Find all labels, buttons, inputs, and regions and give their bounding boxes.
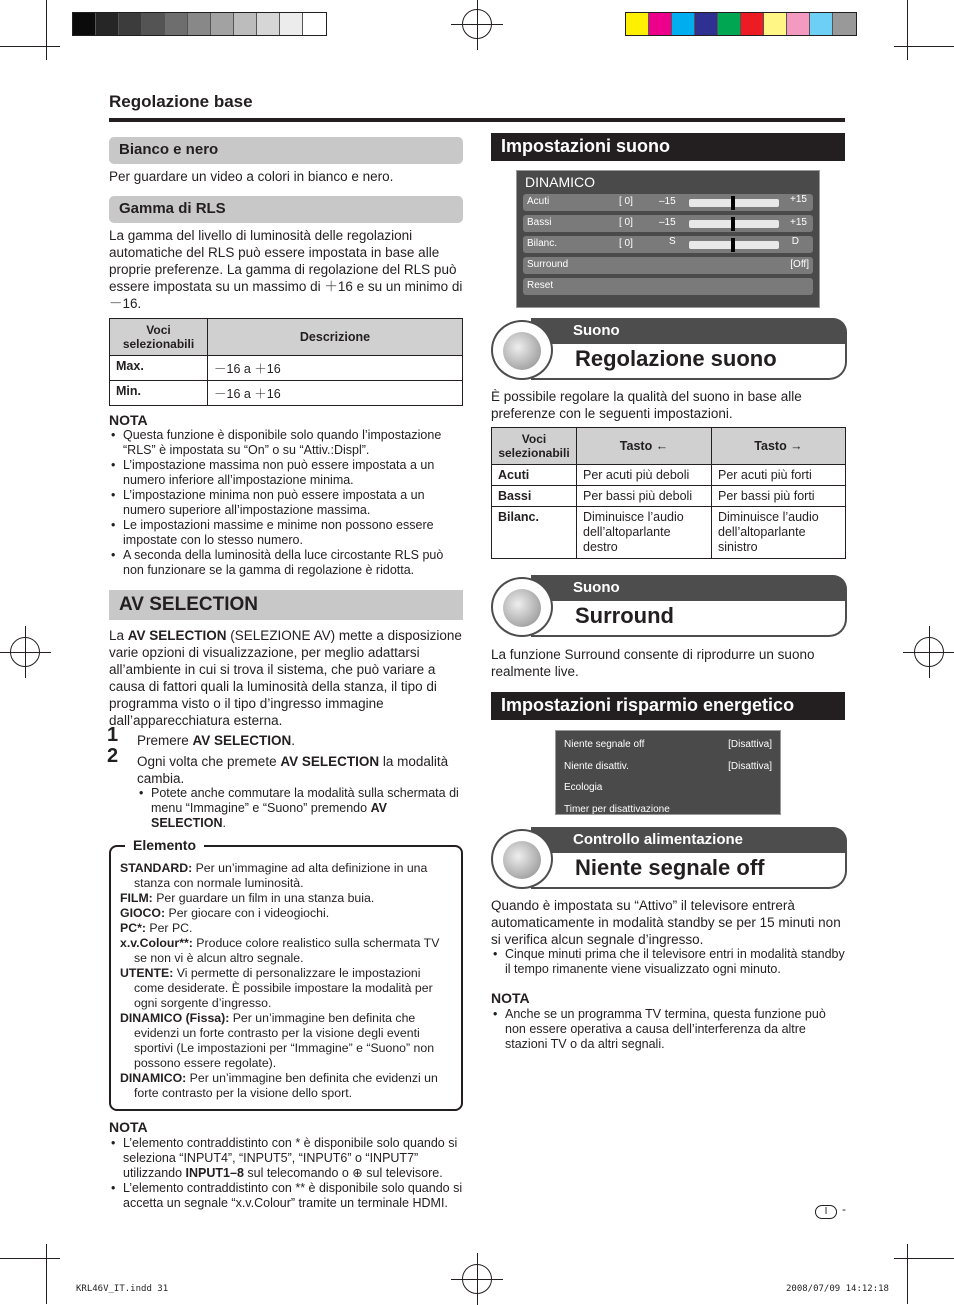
table-cell: Max.: [110, 356, 208, 381]
color-swatch: [626, 13, 649, 35]
crop-mark: [46, 1244, 47, 1304]
color-swatch: [303, 13, 326, 35]
pill-title: Surround: [531, 601, 847, 637]
list-item: GIOCO: Per giocare con i videogiochi.: [120, 906, 330, 920]
elemento-label: Elemento: [125, 837, 204, 853]
step-1: 1 Premere AV SELECTION.: [107, 724, 296, 748]
color-swatch: [787, 13, 810, 35]
table-cell: Min.: [110, 381, 208, 406]
surround-text: La funzione Surround consente di riprodurre un suono realmente live.: [491, 647, 815, 679]
energy-menu-screen: [555, 730, 781, 815]
color-swatch: [764, 13, 787, 35]
table-header: Descrizione: [208, 319, 463, 356]
page-number: I: [815, 1205, 837, 1219]
suono-header-1: [491, 318, 847, 380]
table-cell: Per bassi più deboli: [577, 486, 712, 507]
menu-row-acuti[interactable]: Acuti [ 0] –15 +15: [523, 194, 813, 211]
list-item: • L’impostazione minima non può essere impostata a un numero superiore all’impostazione massima.: [109, 488, 465, 518]
bn-heading: Bianco e nero: [109, 137, 463, 164]
color-swatch: [96, 13, 119, 35]
rls-table: [109, 318, 463, 406]
pill-category: Controllo alimentazione: [531, 827, 847, 853]
list-item: • Anche se un programma TV termina, questa funzione può non essere operativa a causa dell’interferenza da altre stazioni TV o da altri segnali.: [491, 1007, 847, 1052]
sound-table: [491, 427, 846, 559]
list-item: DINAMICO (Fissa): Per un’immagine ben definita che evidenzi un forte contrasto per la visione degli eventi sportivi (Le impostazioni per “Immagine” e “Suono” non possono essere regolate).: [120, 1011, 435, 1070]
crop-mark: [0, 46, 60, 47]
menu-row-surround[interactable]: Surround [Off]: [523, 257, 813, 274]
sound-menu-screen: [516, 170, 820, 308]
bn-text: Per guardare un video a colori in bianco e nero.: [109, 169, 394, 184]
section-title: Regolazione base: [109, 92, 253, 111]
power-control-icon: [491, 829, 553, 889]
page-dash: -: [842, 1202, 846, 1216]
color-swatch: [695, 13, 718, 35]
table-cell: －16 a ＋16: [208, 381, 463, 406]
nota-heading: NOTA: [109, 412, 148, 428]
nso-text: Quando è impostata su “Attivo” il televisore entrerà automaticamente in modalità standby se per 15 minuti non si verifica alcun segnale d’ingresso.: [491, 898, 841, 947]
table-cell: Bassi: [492, 486, 577, 507]
nota2-list: [109, 1136, 465, 1211]
table-header: Tasto →: [712, 428, 846, 465]
crop-mark: [907, 1244, 908, 1304]
process-color-bar: [625, 12, 857, 36]
table-cell: Per acuti più deboli: [577, 465, 712, 486]
reg-text: È possibile regolare la qualità del suono in base alle preferenze con le seguenti impostazioni.: [491, 389, 802, 421]
list-item: • L’impostazione massima non può essere impostata a un numero inferiore all’impostazione minima.: [109, 458, 465, 488]
av-heading: AV SELECTION: [109, 590, 463, 620]
list-item: • Potete anche commutare la modalità sulla schermata di menu “Immagine” e “Suono” premendo AV SELECTION.: [137, 786, 463, 831]
color-swatch: [165, 13, 188, 35]
crop-mark: [46, 0, 47, 60]
impostazioni-suono-heading: Impostazioni suono: [491, 133, 845, 161]
color-swatch: [257, 13, 280, 35]
table-cell: Acuti: [492, 465, 577, 486]
list-item: PC*: Per PC.: [120, 921, 193, 935]
table-header: Voci selezionabili: [492, 428, 577, 465]
color-swatch: [211, 13, 234, 35]
grayscale-color-bar: [72, 12, 327, 36]
rls-heading: Gamma di RLS: [109, 196, 463, 223]
menu-row-reset[interactable]: Reset: [523, 278, 813, 295]
list-item: • A seconda della luminosità della luce circostante RLS può non funzionare se la gamma di regolazione è ridotta.: [109, 548, 465, 578]
pill-category: Suono: [531, 575, 847, 601]
list-item: UTENTE: Vi permette di personalizzare le impostazioni come desiderate. È possibile impostare la modalità per ogni sorgente d’ingresso.: [120, 966, 433, 1010]
elemento-box: [109, 837, 463, 1111]
registration-mark: [462, 1264, 492, 1294]
screen-title: DINAMICO: [525, 174, 595, 190]
list-item: • L’elemento contraddistinto con ** è disponibile solo quando si accetta un segnale “x.v.Colour” tramite un terminale HDMI.: [109, 1181, 465, 1211]
nota3-list: [491, 1007, 847, 1052]
header-rule: [109, 118, 845, 122]
list-item: DINAMICO: Per un’immagine ben definita che evidenzi un forte contrasto per la visione dello sport.: [120, 1071, 438, 1100]
nota-heading: NOTA: [491, 990, 530, 1006]
crop-mark: [0, 1258, 60, 1259]
color-swatch: [73, 13, 96, 35]
list-item: • Le impostazioni massime e minime non possono essere impostate con lo stesso numero.: [109, 518, 465, 548]
color-swatch: [280, 13, 303, 35]
pill-title: Regolazione suono: [531, 344, 847, 380]
table-header: Tasto ←: [577, 428, 712, 465]
list-item: • L’elemento contraddistinto con * è disponibile solo quando si seleziona “INPUT4”, “INPUT5”, “INPUT6” o “INPUT7” utilizzando INPUT1–8 sul telecomando o ⊕ sul televisore.: [109, 1136, 465, 1181]
color-swatch: [188, 13, 211, 35]
registration-mark: [462, 9, 492, 39]
table-header: Voci selezionabili: [110, 319, 208, 356]
list-item: STANDARD: Per un’immagine ad alta definizione in una stanza con normale luminosità.: [120, 861, 428, 890]
crop-mark: [894, 1258, 954, 1259]
color-swatch: [234, 13, 257, 35]
speaker-icon: [491, 320, 553, 380]
crop-mark: [907, 0, 908, 60]
nso-bullets: [491, 947, 847, 977]
pill-title: Niente segnale off: [531, 853, 847, 889]
table-cell: Bilanc.: [492, 507, 577, 559]
file-name: KRL46V_IT.indd 31: [76, 1284, 169, 1294]
table-cell: Diminuisce l’audio dell’altoparlante destro: [577, 507, 712, 559]
registration-mark: [10, 637, 40, 667]
list-item: FILM: Per guardare un film in una stanza buia.: [120, 891, 375, 905]
suono-header-2: [491, 575, 847, 637]
menu-row-bassi[interactable]: Bassi [ 0] –15 +15: [523, 215, 813, 232]
menu-row[interactable]: Niente disattiv. [Disattiva]: [564, 760, 772, 772]
color-swatch: [649, 13, 672, 35]
color-swatch: [741, 13, 764, 35]
menu-row[interactable]: Timer per disattivazione: [564, 803, 670, 815]
registration-mark: [914, 637, 944, 667]
av-text: La AV SELECTION (SELEZIONE AV) mette a disposizione varie opzioni di visualizzazione, per meglio adattarsi all’ambiente in cui si trova il sistema, che può variare a causa di fattori quali la luminosità della stanza, il tipo di programma visto o il tipo d’ingresso immagine dall’apparecchiatura esterna.: [109, 628, 462, 728]
list-item: x.v.Colour**: Produce colore realistico sulla schermata TV se non vi è alcun altro segnale.: [120, 936, 440, 965]
color-swatch: [810, 13, 833, 35]
table-cell: －16 a ＋16: [208, 356, 463, 381]
color-swatch: [718, 13, 741, 35]
step-2: 2 Ogni volta che premete AV SELECTION la modalità cambia.: [107, 745, 449, 786]
table-cell: Per acuti più forti: [712, 465, 846, 486]
slider[interactable]: [689, 241, 779, 249]
table-cell: Per bassi più forti: [712, 486, 846, 507]
speaker-icon: [491, 577, 553, 637]
slider[interactable]: [689, 199, 779, 207]
color-swatch: [142, 13, 165, 35]
menu-row[interactable]: Niente segnale off [Disattiva]: [564, 739, 772, 750]
elemento-list: [120, 861, 453, 1101]
power-header: [491, 827, 847, 889]
rls-text: La gamma del livello di luminosità delle regolazioni automatiche del RLS può essere impostata in base alle proprie preferenze. La gamma di regolazione del RLS può essere impostata su un massimo di ＋16 e su un minimo di －16.: [109, 228, 463, 311]
menu-row-bilanc[interactable]: Bilanc. [ 0] S D: [523, 236, 813, 253]
table-cell: Diminuisce l’audio dell’altoparlante sinistro: [712, 507, 846, 559]
timestamp: 2008/07/09 14:12:18: [786, 1284, 889, 1294]
color-swatch: [119, 13, 142, 35]
risparmio-heading: Impostazioni risparmio energetico: [491, 692, 845, 720]
menu-row[interactable]: Ecologia: [564, 782, 603, 793]
step2-note: [137, 786, 463, 831]
pill-category: Suono: [531, 318, 847, 344]
slider[interactable]: [689, 220, 779, 228]
color-swatch: [672, 13, 695, 35]
list-item: • Cinque minuti prima che il televisore entri in modalità standby il tempo rimanente viene visualizzato ogni minuto.: [491, 947, 847, 977]
nota-heading: NOTA: [109, 1119, 148, 1135]
color-swatch: [833, 13, 856, 35]
nota1-list: [109, 428, 465, 578]
crop-mark: [894, 46, 954, 47]
list-item: • Questa funzione è disponibile solo quando l’impostazione “RLS” è impostata su “On” o su “Attiv.:Displ”.: [109, 428, 465, 458]
